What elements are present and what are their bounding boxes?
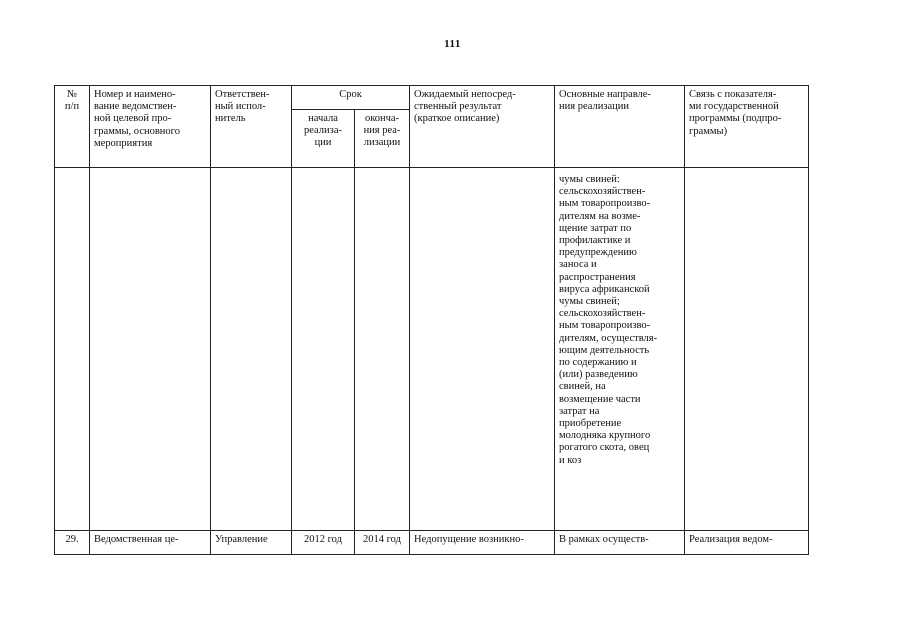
table-row-29 <box>55 531 809 555</box>
cell-name <box>90 168 211 531</box>
header-directions: Основные направле- ния реализации <box>555 86 685 168</box>
cell-result <box>410 168 555 531</box>
cell-responsible <box>211 168 292 531</box>
cell-directions: чумы свиней: сельскохозяйствен- ным товаропроизво- дителям на возме- щение затрат по профилактике и предупреждению заноса и распространения вируса африканской чумы свиней; сельскохозяйствен- ным товаропроизво- дителям, осуществля- ющим деятельность по содержанию и (или) разведению свиней, на возмещение части затрат на приобретение молодняка крупного рогатого скота, овец и коз <box>555 168 685 531</box>
header-link: Связь с показателя- ми государственной программы (подпро- граммы) <box>685 86 809 168</box>
cell-result-29: Недопущение возникно- <box>410 531 555 555</box>
header-name: Номер и наимено- вание ведомствен- ной целевой про- граммы, основного мероприятия <box>90 86 211 168</box>
program-table <box>54 85 809 555</box>
header-row-1 <box>55 86 809 110</box>
cell-responsible-29: Управление <box>211 531 292 555</box>
header-result: Ожидаемый непосред- ственный результат (краткое описание) <box>410 86 555 168</box>
cell-num <box>55 168 90 531</box>
page-number: 111 <box>444 38 461 50</box>
header-term: Срок <box>292 86 410 110</box>
cell-name-29: Ведомственная це- <box>90 531 211 555</box>
header-term-end: оконча- ния реа- лизации <box>355 110 410 168</box>
cell-directions-29: В рамках осуществ- <box>555 531 685 555</box>
cell-term-start <box>292 168 355 531</box>
cell-link-29: Реализация ведом- <box>685 531 809 555</box>
cell-link <box>685 168 809 531</box>
cell-term-start-29: 2012 год <box>292 531 355 555</box>
cell-term-end <box>355 168 410 531</box>
table-row <box>55 168 809 531</box>
header-term-start: начала реализа- ции <box>292 110 355 168</box>
cell-num-29: 29. <box>55 531 90 555</box>
cell-term-end-29: 2014 год <box>355 531 410 555</box>
header-responsible: Ответствен- ный испол- нитель <box>211 86 292 168</box>
header-num: № п/п <box>55 86 90 168</box>
